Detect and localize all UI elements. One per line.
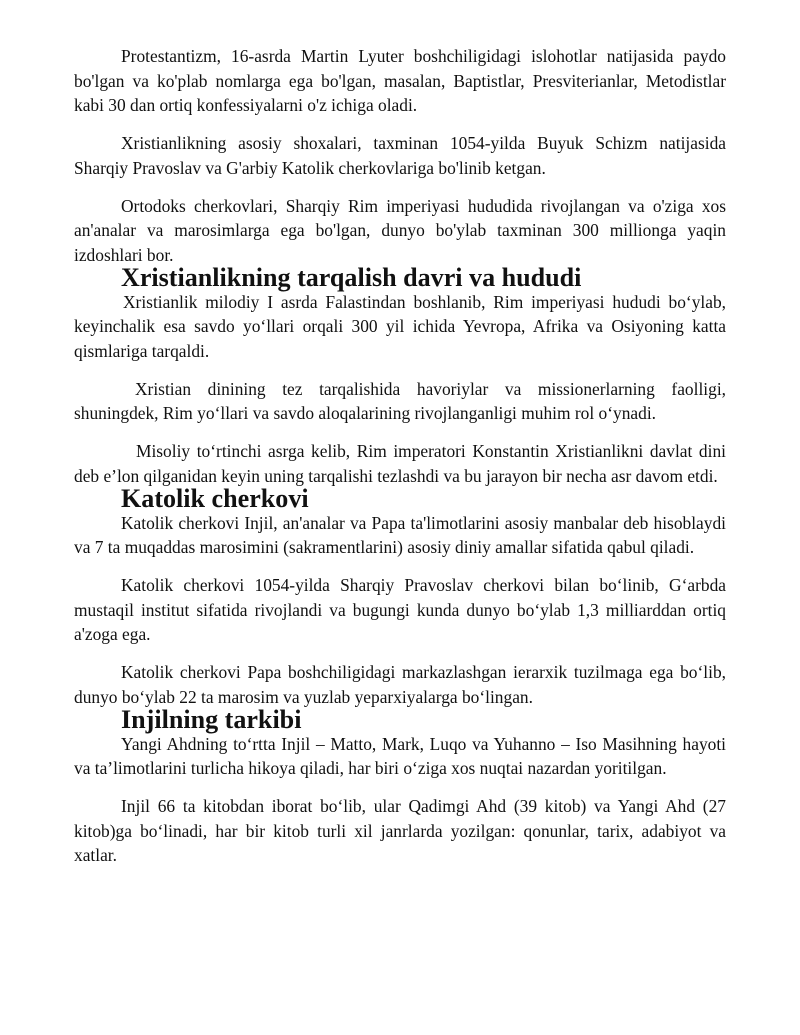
paragraph-bible-books: Injil 66 ta kitobdan iborat bo‘lib, ular Qadimgi Ahd (39 kitob) va Yangi Ahd (27 kitob)ga bo‘linadi, har bir kitob turli xil janrlarda yozilgan: qonunlar, tarix, adabiyot va xatlar. <box>74 796 726 865</box>
paragraph-protestantism: Protestantizm, 16-asrda Martin Lyuter boshchiligidagi islohotlar natijasida paydo bo'lgan va ko'plab nomlarga ega bo'lgan, masalan, Baptistlar, Presviterianlar, Metodistlar kabi 30 dan ortiq konfessiyalarni o'z ichiga oladi. <box>74 46 726 115</box>
section-heading-catholic-church: Katolik cherkovi <box>121 484 309 513</box>
paragraph-great-schism: Xristianlikning asosiy shoxalari, taxminan 1054-yilda Buyuk Schizm natijasida Sharqiy Pravoslav va G'arbiy Katolik cherkovlariga bo'linib ketgan. <box>74 133 726 178</box>
paragraph-catholic-sources: Katolik cherkovi Injil, an'analar va Papa ta'limotlarini asosiy manbalar deb hisoblaydi va 7 ta muqaddas marosimini (sakramentlarini) asosiy diniy amallar sifatida qabul qiladi. <box>74 512 726 557</box>
paragraph-spread-factors: Xristian dinining tez tarqalishida havoriylar va missionerlarning faolligi, shuningdek, Rim yo‘llari va savdo aloqalarining rivojlanganligi muhim rol o‘ynadi. <box>74 378 726 423</box>
paragraph-four-gospels: Yangi Ahdning to‘rtta Injil – Matto, Mark, Luqo va Yuhanno – Iso Masihning hayoti va ta’limotlarini turlicha hikoya qiladi, har biri o‘ziga xos nuqtai nazardan yoritilgan. <box>74 733 726 778</box>
section-heading-spread: Xristianlikning tarqalish davri va hududi <box>121 263 582 292</box>
section-heading-bible-contents: Injilning tarkibi <box>121 705 302 734</box>
document-page <box>74 44 726 868</box>
paragraph-orthodox-churches: Ortodoks cherkovlari, Sharqiy Rim imperiyasi hududida rivojlangan va o'ziga xos an'analar va marosimlarga ega bo'lgan, dunyo bo'ylab taxminan 300 millionga yaqin izdoshlari bor. <box>74 195 726 265</box>
paragraph-spread-origin: Xristianlik milodiy I asrda Falastindan boshlanib, Rim imperiyasi hududi bo‘ylab, keyinchalik esa savdo yo‘llari orqali 300 yil ichida Yevropa, Afrika va Osiyoning katta qismlariga tarqaldi. <box>74 291 726 361</box>
paragraph-spread-constantine: Misoliy to‘rtinchi asrga kelib, Rim imperatori Konstantin Xristianlikni davlat dini deb e’lon qilganidan keyin uning tarqalishi tezlashdi va bu jarayon bir necha asr davom etdi. <box>74 441 726 486</box>
paragraph-catholic-hierarchy: Katolik cherkovi Papa boshchiligidagi markazlashgan ierarxik tuzilmaga ega bo‘lib, dunyo bo‘ylab 22 ta marosim va yuzlab yeparxiyalarga bo‘lingan. <box>74 662 726 707</box>
paragraph-catholic-schism: Katolik cherkovi 1054-yilda Sharqiy Pravoslav cherkovi bilan bo‘linib, G‘arbda mustaqil institut sifatida rivojlandi va bugungi kunda dunyo bo‘ylab 1,3 milliarddan ortiq a'zoga ega. <box>74 575 726 644</box>
